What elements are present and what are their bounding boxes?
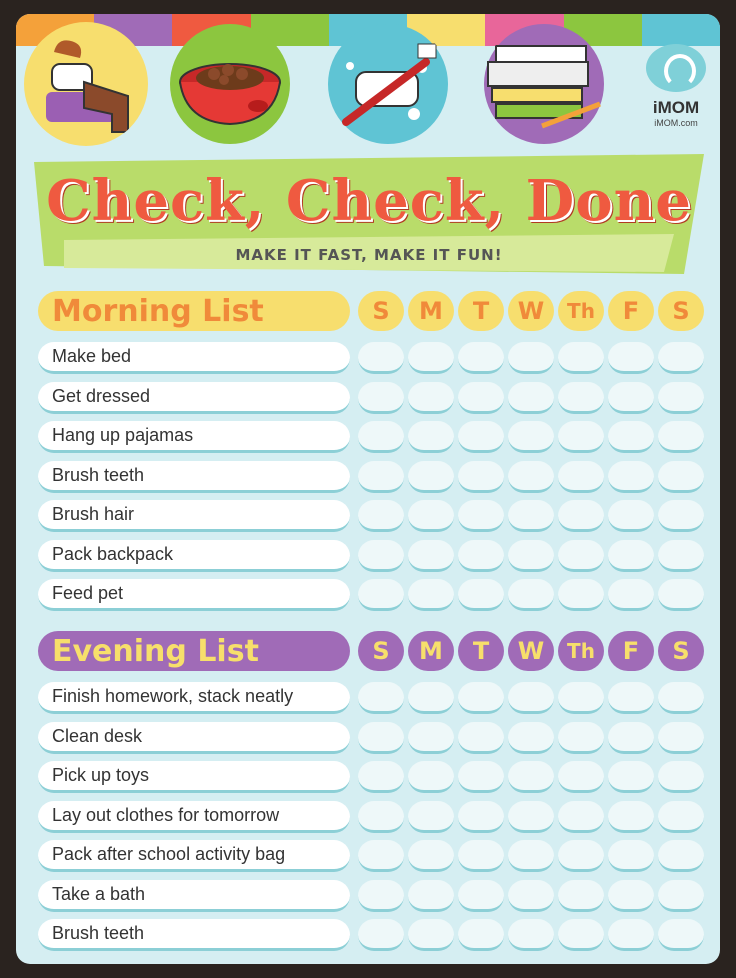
check-box[interactable] — [358, 801, 404, 833]
check-box[interactable] — [458, 801, 504, 833]
task-row — [38, 499, 704, 533]
day-tuesday: T — [458, 631, 504, 671]
page-subtitle: MAKE IT FAST, MAKE IT FUN! — [235, 246, 503, 264]
check-box[interactable] — [508, 801, 554, 833]
morning-list-header — [38, 290, 704, 332]
check-box[interactable] — [508, 461, 554, 493]
check-box[interactable] — [358, 579, 404, 611]
check-box[interactable] — [608, 342, 654, 374]
check-box[interactable] — [508, 840, 554, 872]
check-box[interactable] — [358, 761, 404, 793]
check-box[interactable] — [358, 919, 404, 951]
task-label: Get dressed — [38, 382, 350, 414]
check-box[interactable] — [658, 722, 704, 754]
check-box[interactable] — [608, 682, 654, 714]
check-box[interactable] — [658, 880, 704, 912]
day-thursday: Th — [558, 291, 604, 331]
check-box[interactable] — [408, 342, 454, 374]
check-box[interactable] — [458, 421, 504, 453]
check-box[interactable] — [358, 840, 404, 872]
day-monday: M — [408, 631, 454, 671]
day-saturday: S — [658, 291, 704, 331]
check-box[interactable] — [408, 801, 454, 833]
imom-logo — [636, 44, 716, 144]
check-box[interactable] — [658, 840, 704, 872]
check-box[interactable] — [558, 421, 604, 453]
check-box[interactable] — [658, 421, 704, 453]
check-box[interactable] — [408, 682, 454, 714]
check-box[interactable] — [608, 540, 654, 572]
check-box[interactable] — [658, 461, 704, 493]
check-box[interactable] — [658, 540, 704, 572]
day-wednesday: W — [508, 631, 554, 671]
check-box[interactable] — [608, 722, 654, 754]
day-friday: F — [608, 291, 654, 331]
check-box[interactable] — [458, 919, 504, 951]
check-box[interactable] — [408, 840, 454, 872]
check-box[interactable] — [658, 579, 704, 611]
check-box[interactable] — [508, 579, 554, 611]
task-label: Hang up pajamas — [38, 421, 350, 453]
logo-url: iMOM.com — [654, 118, 698, 128]
check-box[interactable] — [458, 342, 504, 374]
task-label: Clean desk — [38, 722, 350, 754]
check-box[interactable] — [508, 342, 554, 374]
check-box[interactable] — [408, 919, 454, 951]
evening-list-header — [38, 630, 704, 672]
check-box[interactable] — [558, 382, 604, 414]
task-row — [38, 879, 704, 913]
check-box[interactable] — [358, 421, 404, 453]
evening-list-title: Evening List — [38, 631, 350, 671]
task-row — [38, 918, 704, 952]
check-box[interactable] — [658, 801, 704, 833]
check-box[interactable] — [558, 461, 604, 493]
check-box[interactable] — [658, 761, 704, 793]
check-box[interactable] — [508, 880, 554, 912]
check-box[interactable] — [608, 919, 654, 951]
check-box[interactable] — [458, 722, 504, 754]
check-box[interactable] — [458, 382, 504, 414]
soap-toothbrush-icon — [326, 22, 450, 146]
check-box[interactable] — [558, 840, 604, 872]
check-box[interactable] — [408, 761, 454, 793]
task-row — [38, 578, 704, 612]
day-friday: F — [608, 631, 654, 671]
check-box[interactable] — [658, 342, 704, 374]
check-box[interactable] — [558, 682, 604, 714]
task-row — [38, 381, 704, 415]
check-box[interactable] — [408, 880, 454, 912]
page-title: Check, Check, Done — [46, 168, 692, 234]
check-box[interactable] — [558, 540, 604, 572]
task-label: Brush teeth — [38, 461, 350, 493]
check-box[interactable] — [458, 461, 504, 493]
check-box[interactable] — [558, 761, 604, 793]
check-box[interactable] — [408, 579, 454, 611]
task-row — [38, 839, 704, 873]
task-row — [38, 681, 704, 715]
check-box[interactable] — [358, 500, 404, 532]
task-label: Lay out clothes for tomorrow — [38, 801, 350, 833]
check-box[interactable] — [608, 500, 654, 532]
check-box[interactable] — [458, 540, 504, 572]
logo-brand: iMOM — [652, 98, 700, 117]
task-label: Brush hair — [38, 500, 350, 532]
check-box[interactable] — [508, 540, 554, 572]
day-sunday: S — [358, 291, 404, 331]
check-box[interactable] — [408, 382, 454, 414]
check-box[interactable] — [558, 919, 604, 951]
check-box[interactable] — [658, 382, 704, 414]
day-monday: M — [408, 291, 454, 331]
check-box[interactable] — [558, 500, 604, 532]
title-banner — [24, 154, 714, 276]
task-row — [38, 721, 704, 755]
check-box[interactable] — [558, 579, 604, 611]
task-label: Brush teeth — [38, 919, 350, 951]
check-box[interactable] — [508, 761, 554, 793]
task-row — [38, 420, 704, 454]
day-sunday: S — [358, 631, 404, 671]
check-box[interactable] — [608, 880, 654, 912]
morning-list-title: Morning List — [38, 291, 350, 331]
task-label: Pack after school activity bag — [38, 840, 350, 872]
check-box[interactable] — [458, 880, 504, 912]
task-label: Pack backpack — [38, 540, 350, 572]
imom-logo-mark — [646, 44, 706, 92]
check-box[interactable] — [458, 500, 504, 532]
check-box[interactable] — [408, 500, 454, 532]
task-row — [38, 539, 704, 573]
task-label: Make bed — [38, 342, 350, 374]
check-box[interactable] — [608, 840, 654, 872]
check-box[interactable] — [408, 461, 454, 493]
check-box[interactable] — [408, 722, 454, 754]
check-box[interactable] — [608, 421, 654, 453]
check-box[interactable] — [658, 919, 704, 951]
check-box[interactable] — [408, 421, 454, 453]
chore-chart-board — [16, 14, 720, 964]
check-box[interactable] — [358, 722, 404, 754]
check-box[interactable] — [358, 540, 404, 572]
check-box[interactable] — [508, 382, 554, 414]
check-box[interactable] — [458, 579, 504, 611]
check-box[interactable] — [458, 840, 504, 872]
check-box[interactable] — [358, 461, 404, 493]
check-box[interactable] — [458, 682, 504, 714]
check-box[interactable] — [358, 382, 404, 414]
check-box[interactable] — [508, 682, 554, 714]
check-box[interactable] — [558, 342, 604, 374]
check-box[interactable] — [458, 761, 504, 793]
check-box[interactable] — [558, 801, 604, 833]
check-box[interactable] — [508, 919, 554, 951]
task-label: Pick up toys — [38, 761, 350, 793]
task-label: Take a bath — [38, 880, 350, 912]
check-box[interactable] — [508, 500, 554, 532]
task-label: Finish homework, stack neatly — [38, 682, 350, 714]
check-box[interactable] — [558, 722, 604, 754]
check-box[interactable] — [608, 761, 654, 793]
check-box[interactable] — [358, 342, 404, 374]
check-box[interactable] — [508, 421, 554, 453]
check-box[interactable] — [508, 722, 554, 754]
check-box[interactable] — [608, 382, 654, 414]
day-tuesday: T — [458, 291, 504, 331]
day-thursday: Th — [558, 631, 604, 671]
task-row — [38, 760, 704, 794]
check-box[interactable] — [658, 682, 704, 714]
task-label: Feed pet — [38, 579, 350, 611]
check-box[interactable] — [608, 801, 654, 833]
task-row — [38, 800, 704, 834]
books-icon — [482, 22, 606, 146]
check-box[interactable] — [358, 880, 404, 912]
bed-icon — [24, 22, 148, 146]
task-row — [38, 460, 704, 494]
task-row — [38, 341, 704, 375]
check-box[interactable] — [558, 880, 604, 912]
day-saturday: S — [658, 631, 704, 671]
check-box[interactable] — [608, 461, 654, 493]
pet-food-bowl-icon — [168, 22, 292, 146]
day-wednesday: W — [508, 291, 554, 331]
check-box[interactable] — [408, 540, 454, 572]
check-box[interactable] — [658, 500, 704, 532]
check-box[interactable] — [358, 682, 404, 714]
check-box[interactable] — [608, 579, 654, 611]
